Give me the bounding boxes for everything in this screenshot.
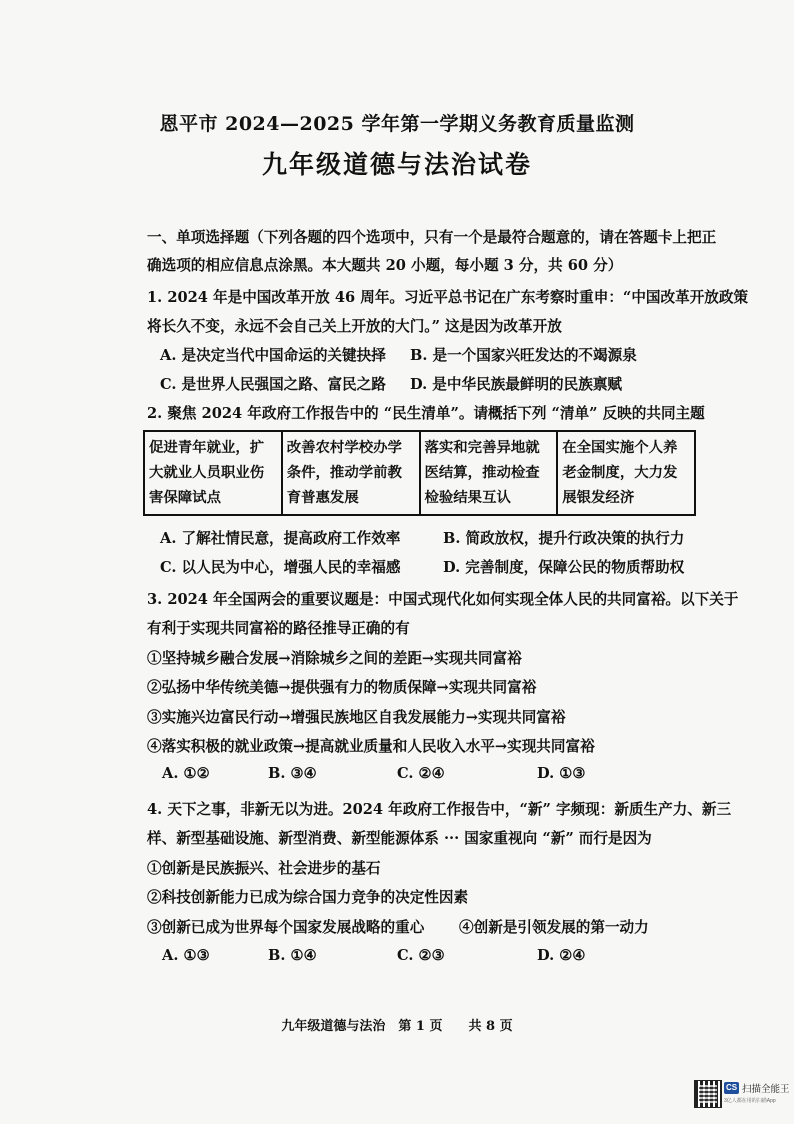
table-cell: 促进青年就业，扩大就业人员职业伤害保障试点: [144, 431, 282, 515]
q2-option-b: B. 简政放权，提升行政决策的执行力: [443, 530, 685, 547]
q3-option-d: D. ①③: [537, 765, 586, 782]
scanner-watermark: [694, 1080, 790, 1110]
q2-option-d: D. 完善制度，保障公民的物质帮助权: [443, 559, 685, 576]
q4-statement-1: ①创新是民族振兴、社会进步的基石: [147, 860, 381, 877]
q3-option-c: C. ②④: [397, 765, 445, 782]
section-heading-line2: 确选项的相应信息点涂黑。本大题共 20 小题，每小题 3 分，共 60 分）: [147, 257, 623, 274]
q3-statement-3: ③实施兴边富民行动→增强民族地区自我发展能力→实现共同富裕: [147, 709, 566, 726]
table-cell: 改善农村学校办学条件，推动学前教育普惠发展: [282, 431, 420, 515]
q4-option-a: A. ①③: [162, 947, 210, 964]
q3-statement-4: ④落实积极的就业政策→提高就业质量和人民收入水平→实现共同富裕: [147, 738, 595, 755]
q4-option-b: B. ①④: [268, 947, 317, 964]
q4-stem-line2: 样、新型基础设施、新型消费、新型能源体系 ··· 国家重视向 “新” 而行是因为: [147, 830, 652, 847]
q1-stem-line2: 将长久不变，永远不会自己关上开放的大门。” 这是因为改革开放: [147, 318, 562, 335]
exam-title: 恩平市 2024—2025 学年第一学期义务教育质量监测: [159, 113, 635, 135]
q3-stem-line1: 3. 2024 年全国两会的重要议题是：中国式现代化如何实现全体人民的共同富裕。以下关于: [147, 591, 739, 608]
q4-option-d: D. ②④: [537, 947, 586, 964]
q4-statement-4: ④创新是引领发展的第一动力: [459, 919, 649, 936]
q3-statement-2: ②弘扬中华传统美德→提供强有力的物质保障→实现共同富裕: [147, 679, 537, 696]
q2-stem: 2. 聚焦 2024 年政府工作报告中的 “民生清单”。请概括下列 “清单” 反映的共同主题: [147, 405, 705, 422]
q4-stem-line1: 4. 天下之事，非新无以为进。2024 年政府工作报告中，“新” 字频现：新质生产力、新三: [147, 801, 732, 818]
q2-option-a: A. 了解社情民意，提高政府工作效率: [160, 530, 401, 547]
watermark-subtitle: 3亿人都在用的扫描App: [724, 1098, 776, 1104]
q3-option-a: A. ①②: [162, 765, 210, 782]
q4-option-c: C. ②③: [397, 947, 445, 964]
q1-option-d: D. 是中华民族最鲜明的民族禀赋: [410, 376, 623, 393]
table-cell: 落实和完善异地就医结算，推动检查检验结果互认: [420, 431, 558, 515]
watermark-name: 扫描全能王: [742, 1084, 790, 1095]
exam-subtitle: 九年级道德与法治试卷: [261, 150, 532, 179]
camscanner-logo-icon: CS: [725, 1083, 738, 1092]
q1-option-b: B. 是一个国家兴旺发达的不竭源泉: [410, 347, 637, 364]
qr-code-icon: [694, 1080, 722, 1108]
q3-statement-1: ①坚持城乡融合发展→消除城乡之间的差距→实现共同富裕: [147, 650, 522, 667]
q2-option-c: C. 以人民为中心，增强人民的幸福感: [160, 559, 401, 576]
table-cell: 在全国实施个人养老金制度，大力发展银发经济: [557, 431, 695, 515]
q1-option-a: A. 是决定当代中国命运的关键抉择: [160, 347, 386, 364]
livelihood-list-table: [143, 430, 696, 516]
q1-stem-line1: 1. 2024 年是中国改革开放 46 周年。习近平总书记在广东考察时重申：“中国改革开放政策: [147, 289, 749, 306]
section-heading-line1: 一、单项选择题（下列各题的四个选项中，只有一个是最符合题意的，请在答题卡上把正: [147, 229, 717, 246]
q3-stem-line2: 有利于实现共同富裕的路径推导正确的有: [147, 620, 410, 637]
page-footer: 九年级道德与法治 第 1 页 共 8 页: [281, 1019, 513, 1034]
q3-option-b: B. ③④: [268, 765, 317, 782]
q1-option-c: C. 是世界人民强国之路、富民之路: [160, 376, 386, 393]
q4-statement-2: ②科技创新能力已成为综合国力竞争的决定性因素: [147, 889, 469, 906]
q4-statement-3: ③创新已成为世界每个国家发展战略的重心: [147, 919, 425, 936]
